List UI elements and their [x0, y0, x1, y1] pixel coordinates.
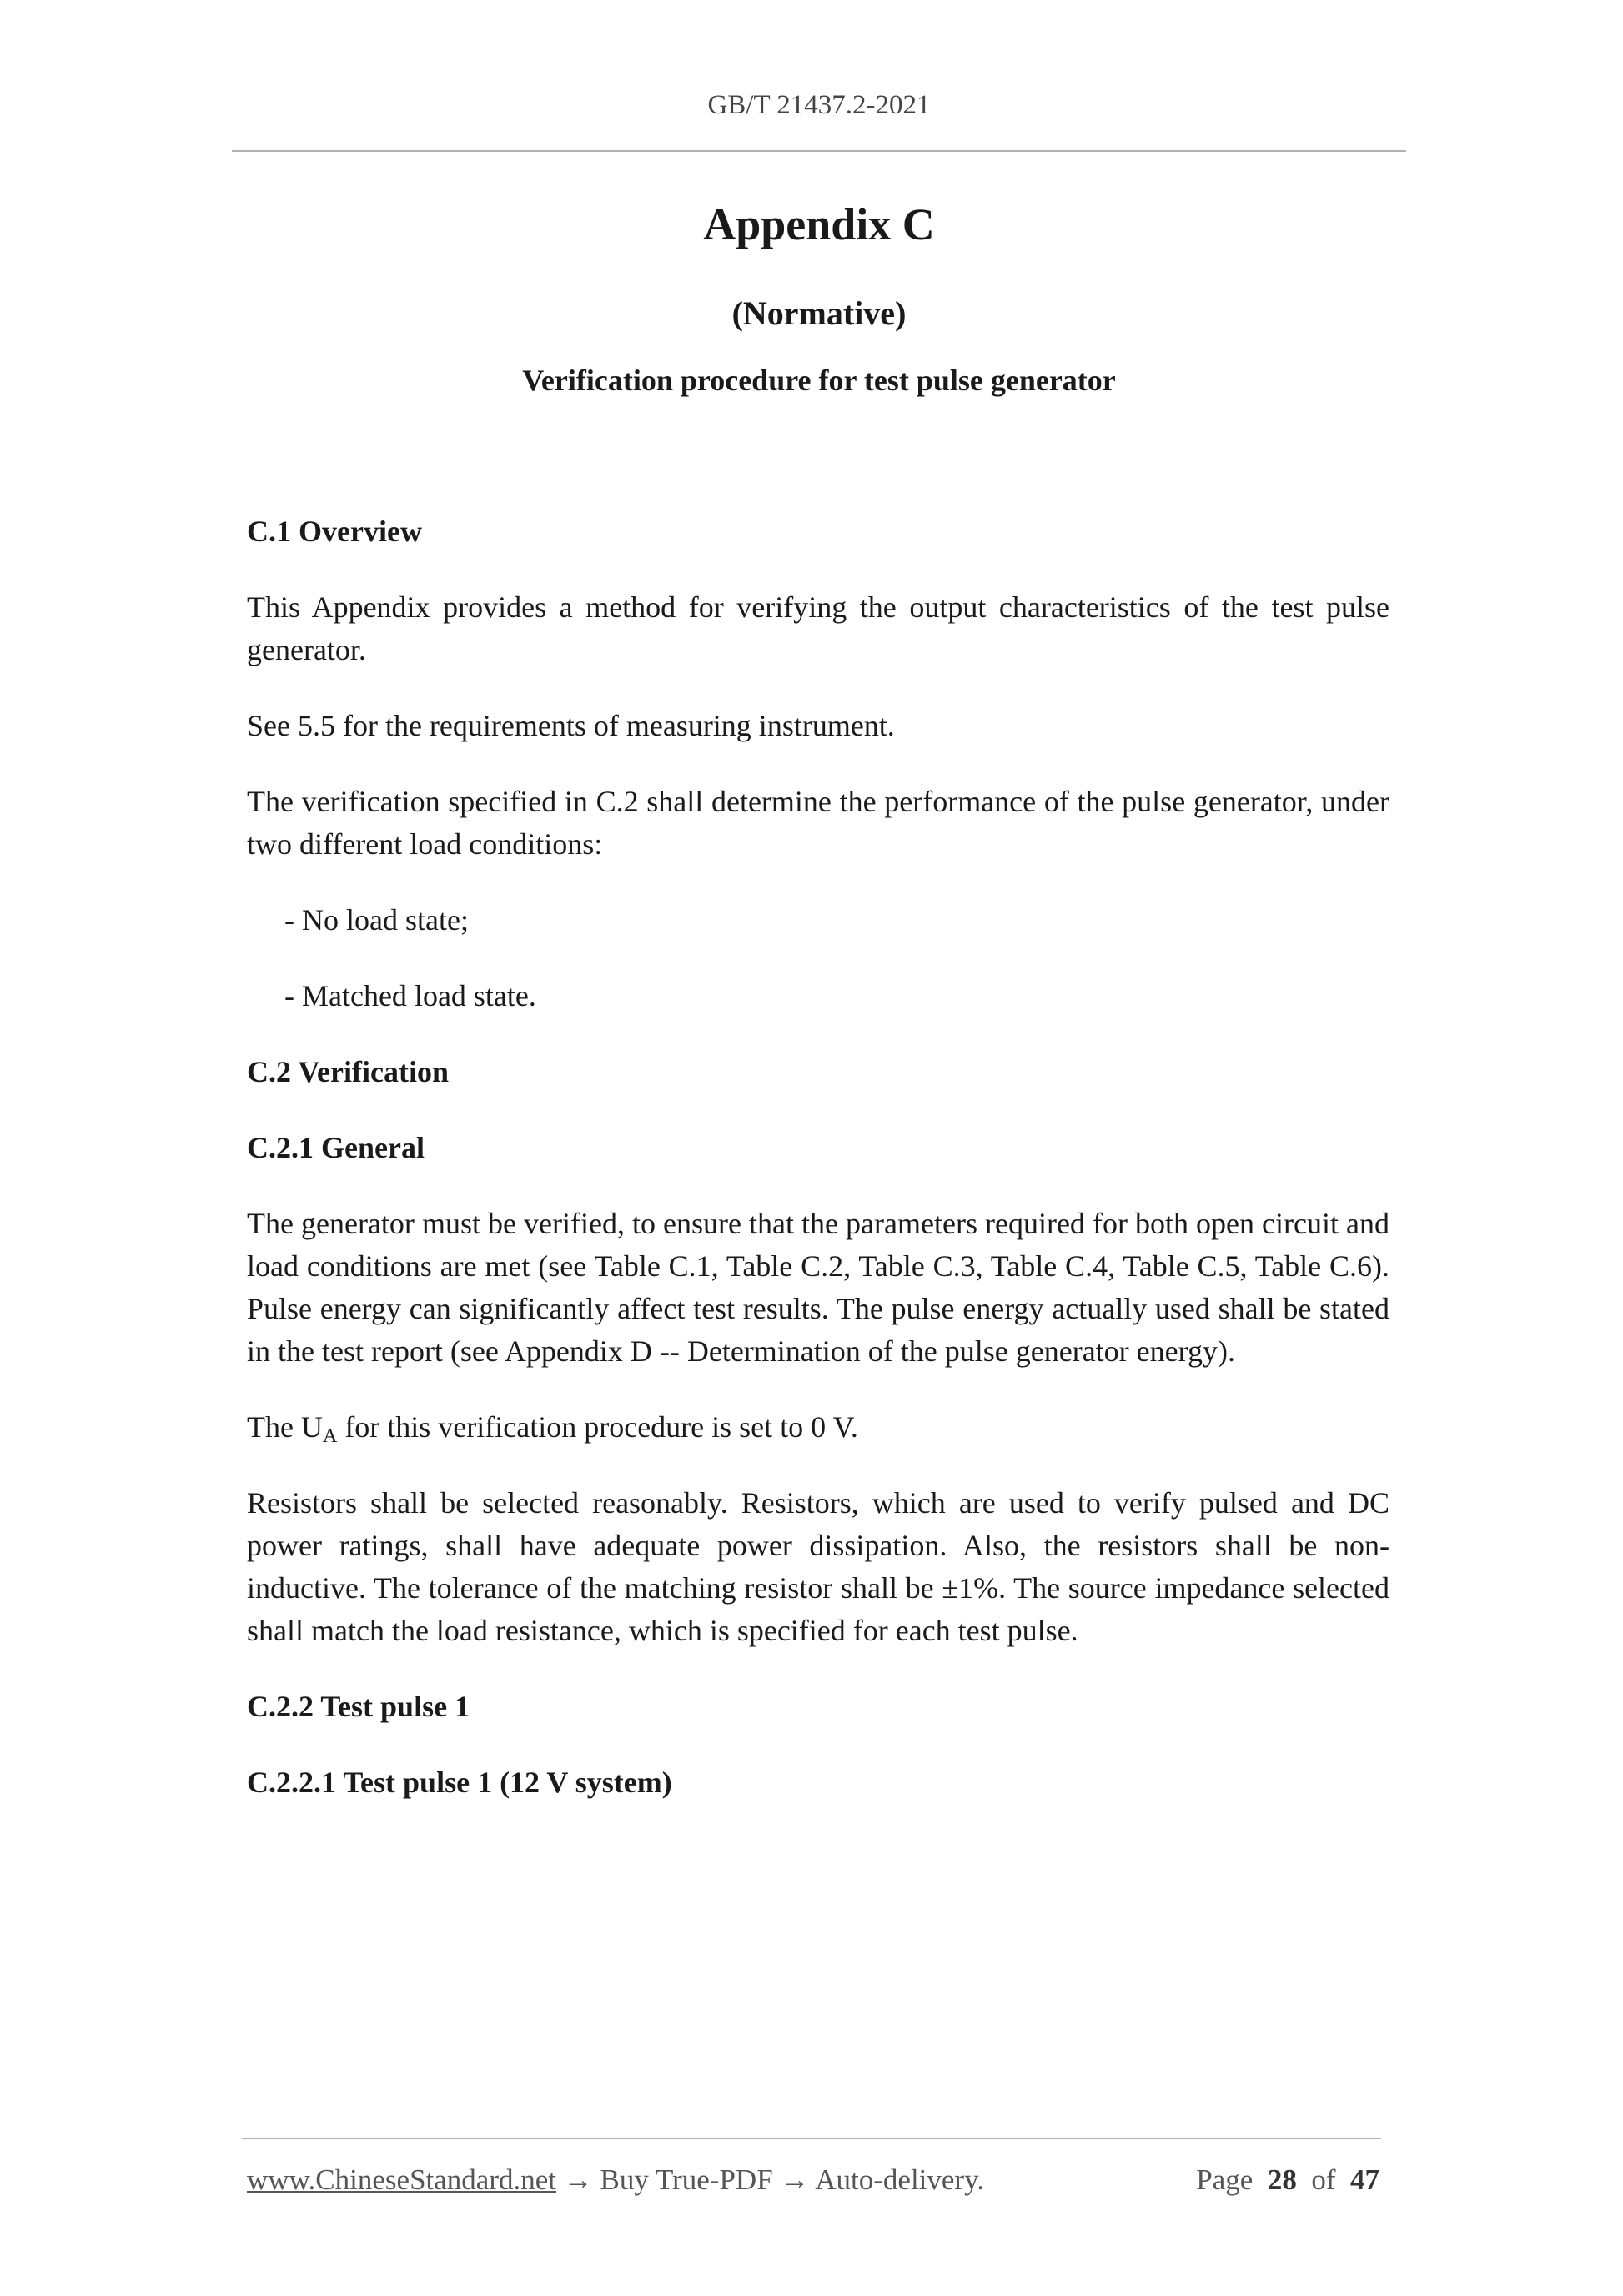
- paragraph: The verification specified in C.2 shall determine the performance of the pulse generator, under two different load conditions:: [247, 785, 1389, 861]
- footer-promo: [247, 2163, 984, 2197]
- section-heading-c22: C.2.2 Test pulse 1: [247, 1690, 470, 1723]
- ua-text-pre: The U: [247, 1410, 323, 1444]
- paragraph: This Appendix provides a method for verifying the output characteristics of the test pulse generator.: [247, 590, 1389, 666]
- footer-divider: [242, 2138, 1381, 2139]
- appendix-title: Appendix C: [703, 199, 935, 249]
- page-total: 47: [1350, 2163, 1379, 2196]
- appendix-subtitle: Verification procedure for test pulse generator: [522, 364, 1116, 397]
- page-label: Page: [1196, 2163, 1254, 2196]
- ua-text-post: for this verification procedure is set to 0 V.: [337, 1410, 858, 1444]
- list-item: - No load state;: [284, 903, 469, 937]
- buy-true-pdf-text: Buy True-PDF: [600, 2163, 773, 2196]
- section-heading-c1: C.1 Overview: [247, 515, 422, 548]
- page-current: 28: [1267, 2163, 1297, 2196]
- section-heading-c2: C.2 Verification: [247, 1055, 449, 1088]
- paragraph: The generator must be verified, to ensure that the parameters required for both open circuit and load conditions are met (see Table C.1, Table C.2, Table C.3, Table C.4, Table C.5, Table C.6). Pulse energy can significantly affect test results. The pulse energy actually used shall be stated in the test report (see Appendix D -- Determination of the pulse generator energy).: [247, 1207, 1389, 1368]
- site-link[interactable]: www.ChineseStandard.net: [247, 2163, 556, 2196]
- header-divider: [232, 150, 1406, 152]
- arrow-right-icon: →: [780, 2163, 810, 2196]
- paragraph: Resistors shall be selected reasonably. Resistors, which are used to verify pulsed and DC power ratings, shall have adequate power dissipation. Also, the resistors shall be non-inductive. The tolerance of the matching resistor shall be ±1%. The source impedance selected shall match the load resistance, which is specified for each test pulse.: [247, 1486, 1389, 1647]
- document-body: [247, 510, 1389, 1837]
- arrow-right-icon: →: [563, 2163, 593, 2196]
- section-heading-c221: C.2.2.1 Test pulse 1 (12 V system): [247, 1766, 672, 1799]
- standard-code-header: GB/T 21437.2-2021: [707, 90, 931, 120]
- ua-subscript: A: [322, 1425, 338, 1447]
- list-item: - Matched load state.: [284, 979, 536, 1012]
- page-indicator: [1196, 2163, 1379, 2197]
- of-label: of: [1311, 2163, 1336, 2196]
- normative-label: (Normative): [731, 294, 907, 332]
- auto-delivery-text: Auto-delivery.: [815, 2163, 985, 2196]
- section-heading-c21: C.2.1 General: [247, 1131, 425, 1164]
- paragraph-ua: [247, 1406, 1389, 1449]
- paragraph: See 5.5 for the requirements of measuring instrument.: [247, 709, 895, 742]
